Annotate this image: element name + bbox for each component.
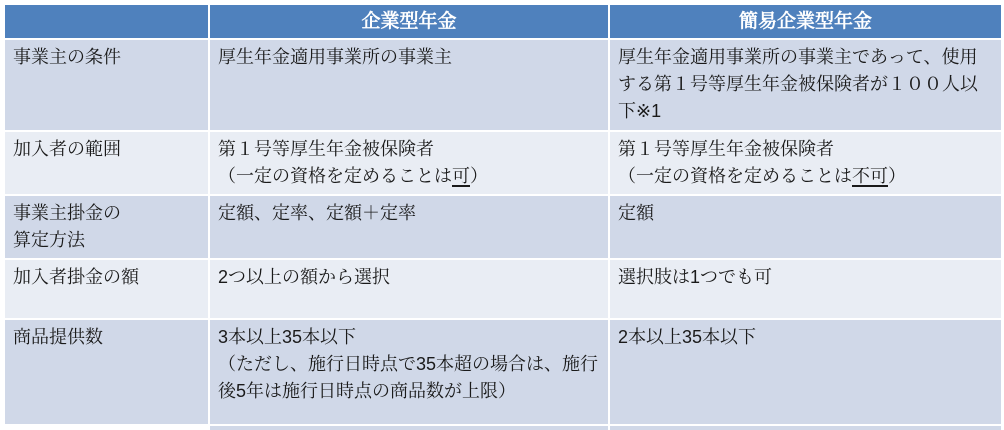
- table-row-member-contribution: [4, 259, 1002, 319]
- row-label-cell: [4, 195, 209, 259]
- simplified-cell: 2本以上35本以下: [609, 319, 1002, 425]
- column-header-corporate: 企業型年金: [209, 4, 609, 39]
- pension-comparison-table: [3, 3, 1003, 430]
- cell-text: ）: [470, 166, 488, 186]
- simplified-cell: 定額: [609, 195, 1002, 259]
- cell-line: 事業主掛金の: [13, 203, 121, 223]
- cell-line: 第１号等厚生年金被保険者: [218, 139, 434, 159]
- corporate-cell: 厚生年金適用事業所の事業主: [209, 39, 609, 131]
- cell-line: 第１号等厚生年金被保険者: [618, 139, 834, 159]
- cell-line: （ただし、施行日時点で35本超の場合は、施行後5年は施行日時点の商品数が上限）: [218, 354, 599, 401]
- underlined-text: 不可: [852, 166, 888, 186]
- simplified-cell: 厚生年金適用事業所の事業主であって、使用する第１号等厚生年金被保険者が１００人以下※1: [609, 39, 1002, 131]
- cell-line: 3本以上35本以下: [218, 327, 357, 347]
- cell-text: （一定の資格を定めることは: [618, 166, 852, 186]
- row-label-cell: 加入者の範囲: [4, 131, 209, 195]
- row-label-cell: 加入者掛金の額: [4, 259, 209, 319]
- column-header-simplified: 簡易企業型年金: [609, 4, 1002, 39]
- underlined-text: 可: [452, 166, 470, 186]
- simplified-cell: [609, 131, 1002, 195]
- row-label-cell: 商品提供数: [4, 319, 209, 425]
- corporate-cell: 定額、定率、定額＋定率: [209, 195, 609, 259]
- tail-cell: [4, 425, 209, 430]
- table-row-product-count: [4, 319, 1002, 425]
- header-row: [4, 4, 1002, 39]
- tail-cell: [209, 425, 609, 430]
- table-row-member-scope: [4, 131, 1002, 195]
- simplified-cell: 選択肢は1つでも可: [609, 259, 1002, 319]
- cell-text: （一定の資格を定めることは: [218, 166, 452, 186]
- table-tail-row: [4, 425, 1002, 430]
- corporate-cell: 2つ以上の額から選択: [209, 259, 609, 319]
- row-label-cell: 事業主の条件: [4, 39, 209, 131]
- cell-line: 算定方法: [13, 230, 85, 250]
- cell-text: ）: [888, 166, 906, 186]
- tail-cell: [609, 425, 1002, 430]
- cell-line: [618, 163, 992, 190]
- table-row-employer-condition: [4, 39, 1002, 131]
- cell-line: [218, 163, 599, 190]
- corporate-cell: [209, 131, 609, 195]
- corner-header-cell: [4, 4, 209, 39]
- corporate-cell: [209, 319, 609, 425]
- table-row-contribution-method: [4, 195, 1002, 259]
